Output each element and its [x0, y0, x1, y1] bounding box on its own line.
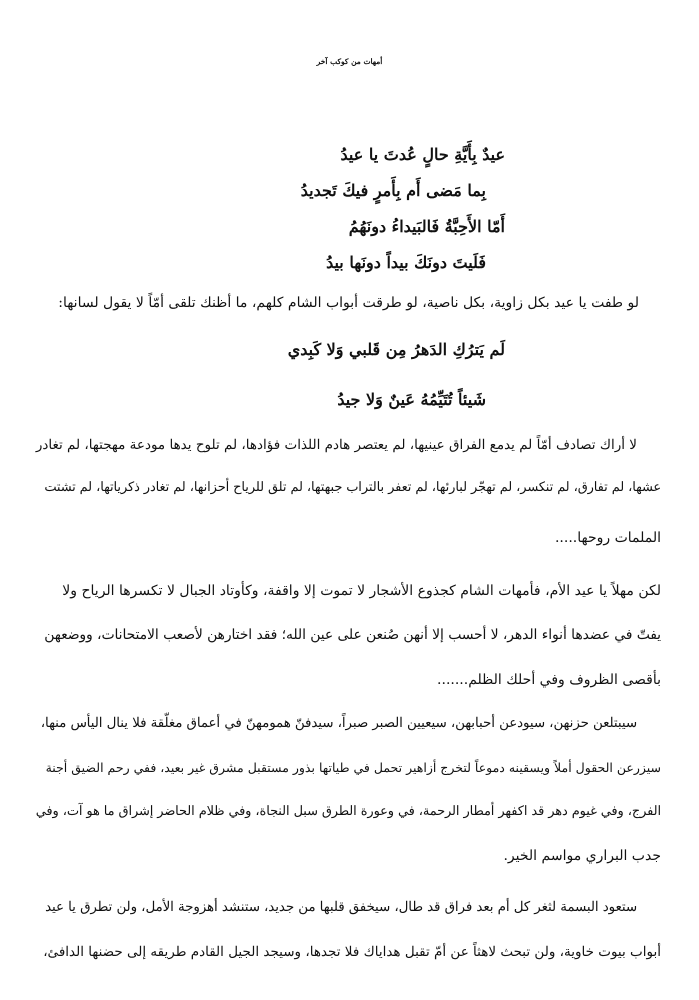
paragraph-line: الملمات روحها.....	[554, 530, 661, 546]
poem-verse: بِما مَضى أَم بِأَمرٍ فيكَ تَجديدُ	[300, 181, 486, 200]
paragraph-line: أبواب بيوت خاوية، ولن تبحث لاهثاً عن أمّ تقبل هداياك فلا تجدها، وسيجد الجيل القادم طريقه إلى حضنها الدافئ،	[43, 944, 661, 960]
paragraph-line: سيبتلعن حزنهن، سيودعن أحبابهن، سيعيين الصبر صبراً، سيدفنّ همومهنّ في أعماق مغلّقة فلا ينال اليأس منها،	[40, 716, 637, 731]
paragraph-line: بأقصى الظروف وفي أحلك الظلم.......	[437, 672, 661, 688]
paragraph-line: جدب البراري مواسم الخير.	[503, 848, 661, 864]
paragraph-line: سيزرعن الحقول أملاً ويسقينه دموعاً لتخرج أزاهير تحمل في طياتها بذور مستقبل مشرق غير بعيد، ففي رحم الضيق أجنة	[45, 760, 661, 775]
intro-paragraph: لو طفت يا عيد بكل زاوية، بكل ناصية، لو طرقت أبواب الشام كلهم، ما أظنك تلقى أمّاً لا يقول لسانها:	[58, 295, 639, 311]
poem-verse: عيدٌ بِأَيَّةِ حالٍ عُدتَ يا عيدُ	[340, 145, 505, 164]
paragraph-line: لكن مهلاً يا عيد الأم، فأمهات الشام كجذوع الأشجار لا تموت إلا واقفة، وكأوتاد الجبال لا تكسرها الرياح ولا	[62, 583, 661, 599]
document-title: أمهات من كوكب آخر	[316, 57, 383, 66]
poem-verse: أَمّا الأَحِبَّةُ فَالبَيداءُ دونَهُمُ	[348, 217, 505, 236]
poem-verse: شَيئاً تُتَيِّمُهُ عَينٌ وَلا جيدُ	[337, 390, 486, 409]
paragraph-line: ستعود البسمة لثغر كل أم بعد فراق قد طال، سيخفق قلبها من جديد، ستنشد أهزوجة الأمل، ولن تطرق يا عيد	[45, 900, 637, 915]
paragraph-line: الفرج، وفي غيوم دهر قد اكفهر أمطار الرحمة، في وعورة الطرق سبل النجاة، وفي ظلام الحاضر إشراق ما هو آت، وفي	[35, 804, 661, 819]
poem-verse: فَلَيتَ دونَكَ بيداً دونَها بيدُ	[326, 253, 486, 272]
paragraph-line: لا أراك تصادف أمّاً لم يدمع الفراق عينيها، لم يعتصر هادم اللذات فؤادها، لم تلوح يدها مودعة مهجتها، لم تغادر	[35, 437, 637, 453]
poem-verse: لَم يَترُكِ الدَهرُ مِن قَلبي وَلا كَبِدي	[287, 340, 505, 359]
paragraph-line: عشها، لم تفارق، لم تنكسر، لم تهجّر لبارئها، لم تعفر بالتراب جبهتها، لم تلق للرياح أحزانها، لم تغادر ذكرياتها، لم تشتت	[44, 480, 661, 495]
paragraph-line: يفتّ في عضدها أنواء الدهر، لا أحسب إلا أنهن صُنعن على عين الله؛ فقد اختارهن لأصعب الامتحانات، ووضعهن	[44, 627, 661, 643]
